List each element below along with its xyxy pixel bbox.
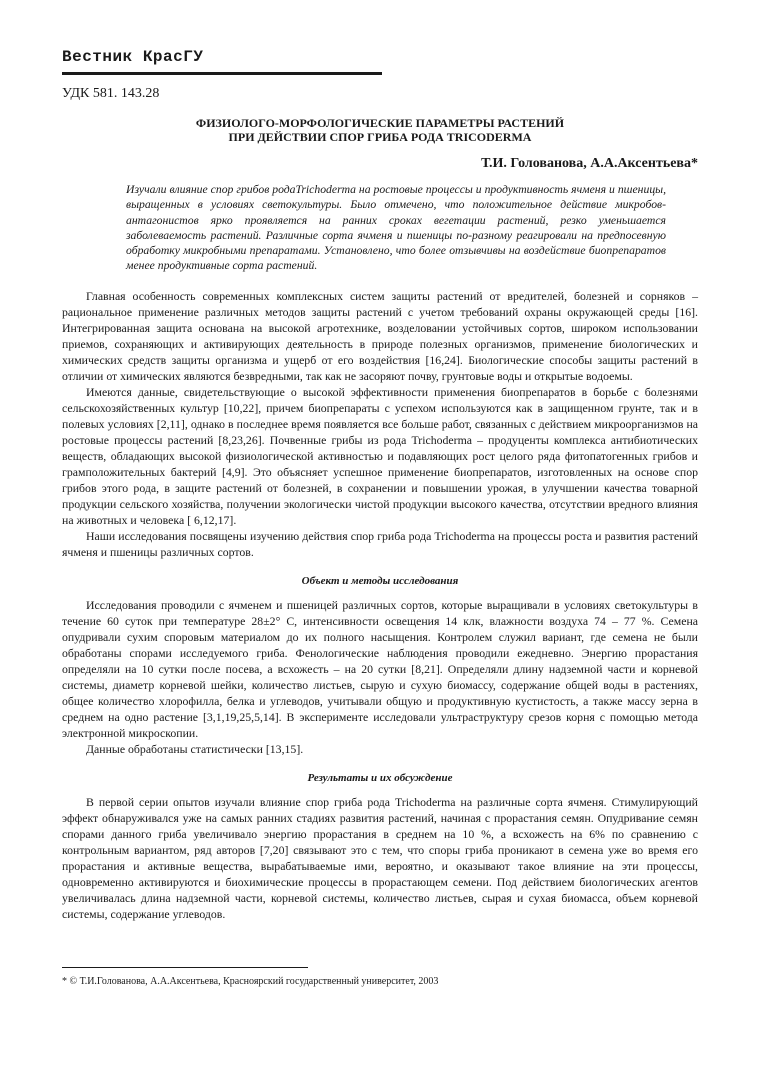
article-title — [62, 116, 698, 144]
intro-paragraph-3: Наши исследования посвящены изучению действия спор гриба рода Trichoderma на процессы роста и развития растений ячменя и пшеницы различных сортов. — [62, 529, 698, 559]
article-body — [62, 288, 698, 922]
authors: Т.И. Голованова, А.А.Аксентьева* — [481, 156, 698, 171]
intro-paragraph-1: Главная особенность современных комплексных систем защиты растений от вредителей, болезней и сорняков – рациональное применение различных методов защиты растений с учетом требований охраны окружающей среды [16]. Интегрированная защита основана на высокой агротехнике, возделовании устойчивых сортов, широком использовании приемов, сохраняющих и активирующих деятельность в природе полезных организмов, применение биологических и химических средств защиты организма и ущерб от его воздействия [16,24]. Биологические способы защиты растений в отличии от химических являются безвредными, так как не засоряют почву, грунтовые воды и открытые водоемы. — [62, 289, 698, 383]
header-rule — [62, 72, 382, 75]
udk-code: УДК 581. 143.28 — [62, 86, 160, 101]
footnote-rule — [62, 967, 308, 968]
journal-title: Вестник КрасГУ — [62, 48, 204, 66]
results-paragraph-1: В первой серии опытов изучали влияние спор гриба рода Trichoderma на различные сорта ячменя. Стимулирующий эффект обнаруживался уже на самых ранних стадиях развития растений, начиная с прорастания семян. Опудривание семян спорами данного гриба увеличивало энергию прорастания в среднем на 10 %, а всхожесть на 6% по сравнению с контрольным вариантом, ряд авторов [7,20] связывают это с тем, что споры гриба проникают в семена уже во время его прорастания и активные вещества, вырабатываемые ими, вероятно, и оказывают такое влияние на эти процессы, одновременно активируются и биохимические процессы в прорастающем семени. Под действием биологических агентов увеличивалась длина надземной части, корневой системы, количество листьев, сырая и сухая биомасса, объем корневой системы, содержание углеводов. — [62, 795, 698, 921]
methods-heading: Объект и методы исследования — [301, 575, 459, 587]
results-heading: Результаты и их обсуждение — [307, 772, 453, 784]
footnote: * © Т.И.Голованова, А.А.Аксентьева, Красноярский государственный университет, 2003 — [62, 976, 439, 987]
article-title-line-2: ПРИ ДЕЙСТВИИ СПОР ГРИБА РОДА TRICODERMA — [228, 130, 532, 144]
methods-paragraph-1: Исследования проводили с ячменем и пшеницей различных сортов, которые выращивали в условиях светокультуры в течение 60 суток при температуре 28±2° С, интенсивности освещения 14 клк, влажности воздуха 74 – 77 %. Семена опудривали сухим споровым материалом до их полного насыщения. Контролем служил вариант, где семена не были обработаны спорами исследуемого гриба. Фенологические наблюдения проводили ежедневно. Энергию прорастания определяли на 10 сутки после посева, а всхожесть – на 20 сутки [8,21]. Определяли длину надземной части и корневой системы, диаметр корневой шейки, количество листьев, сырую и сухую биомассу, содержание общей воды в растениях, общее количество хлорофилла, белка и углеводов, учитывали общую и продуктивную кустистость, а также массу зерна в среднем на одно растение [3,1,19,25,5,14]. В эксперименте исследовали ультраструктуру срезов корня с помощью метода электронной микроскопии. — [62, 598, 698, 740]
article-title-line-1: ФИЗИОЛОГО-МОРФОЛОГИЧЕСКИЕ ПАРАМЕТРЫ РАСТЕНИЙ — [195, 116, 565, 130]
methods-paragraph-2: Данные обработаны статистически [13,15]. — [86, 742, 304, 756]
abstract: Изучали влияние спор грибов родаTrichoderma на ростовые процессы и продуктивность ячменя и пшеницы, выращенных в условиях светокультуры. Было отмечено, что положительное действие микробов-антагонистов ярко проявляется на ранних сроках вегетации растений, резко уменьшается заболеваемость растений. Различные сорта ячменя и пшеницы по-разному реагировали на предпосевную обработку микробными препаратами. Установлено, что более отзывчивы на воздействие биопрепаратов менее продуктивные сорта растений. — [126, 183, 666, 273]
intro-paragraph-2: Имеются данные, свидетельствующие о высокой эффективности применения биопрепаратов в борьбе с болезнями сельскохозяйственных культур [10,22], причем биопрепараты с успехом используются как в защищенном грунте, так и в полевых условиях [2,11], однако в последнее время появляется все больше работ, связанных с действием микроорганизмов на ростовые процессы растений [8,23,26]. Почвенные грибы из рода Trichoderma – продуценты комплекса антибиотических веществ, обладающих высокой физиологической активностью и подавляющих рост целого ряда фитопатогенных грибов и грамположительных бактерий [4,9]. Это объясняет успешное применение биопрепаратов, изготовленных на основе спор грибов этого рода, в защите растений от болезней, в сохранении и повышении урожая, в улучшении качества товарной продукции сельского хозяйства, получении экологически чистой продукции высокого качества, отсутствии вредного влияния на животных и человека [ 6,12,17]. — [62, 385, 698, 527]
